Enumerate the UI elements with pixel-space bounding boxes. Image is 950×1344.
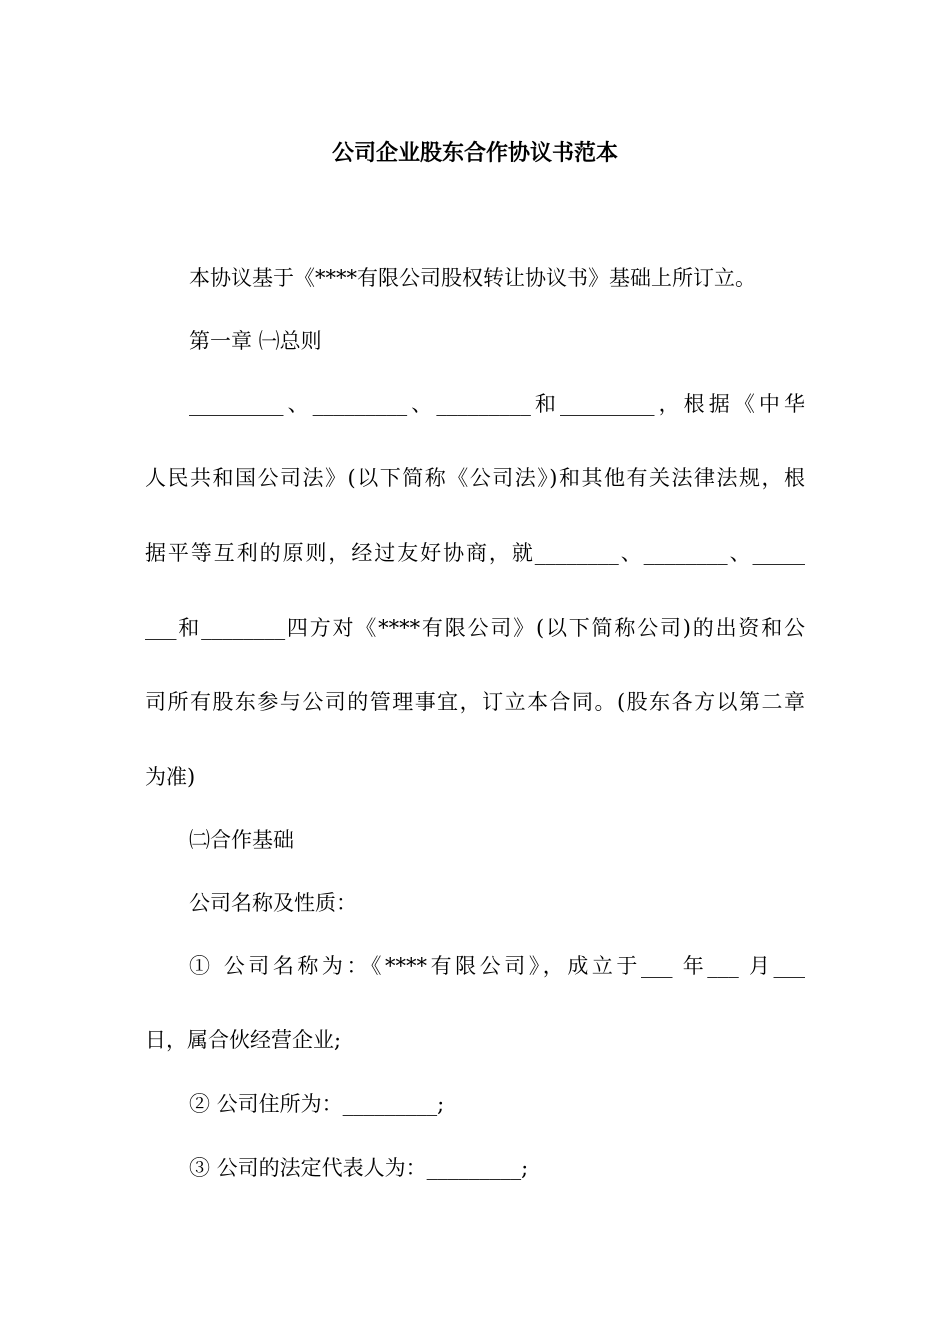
- chapter-heading: 第一章 ㈠总则: [189, 329, 322, 353]
- paragraph-line: 公司名称及性质：: [189, 891, 357, 915]
- list-item: ③ 公司的法定代表人为：_________;: [189, 1156, 529, 1180]
- list-item: ① 公司名称为：《****有限公司》，成立于___ 年___ 月___: [189, 954, 805, 978]
- paragraph-line: 司所有股东参与公司的管理事宜，订立本合同。(股东各方以第二章: [145, 690, 805, 714]
- paragraph-line: ___和________四方对《****有限公司》(以下简称公司)的出资和公: [145, 616, 805, 640]
- paragraph-line: 为准): [145, 765, 196, 789]
- section-heading: ㈡合作基础: [189, 828, 294, 852]
- paragraph-line: 日，属合伙经营企业;: [145, 1028, 342, 1052]
- document-title: 公司企业股东合作协议书范本: [331, 140, 618, 166]
- list-item: ② 公司住所为：_________;: [189, 1092, 445, 1116]
- paragraph-line: _________、_________、_________和_________，根据《中华: [189, 392, 805, 416]
- paragraph-line: 据平等互利的原则，经过友好协商，就________、________、_____: [145, 541, 805, 565]
- paragraph-line: 人民共和国公司法》(以下简称《公司法》)和其他有关法律法规，根: [145, 466, 805, 490]
- paragraph-basis: 本协议基于《****有限公司股权转让协议书》基础上所订立。: [189, 266, 756, 290]
